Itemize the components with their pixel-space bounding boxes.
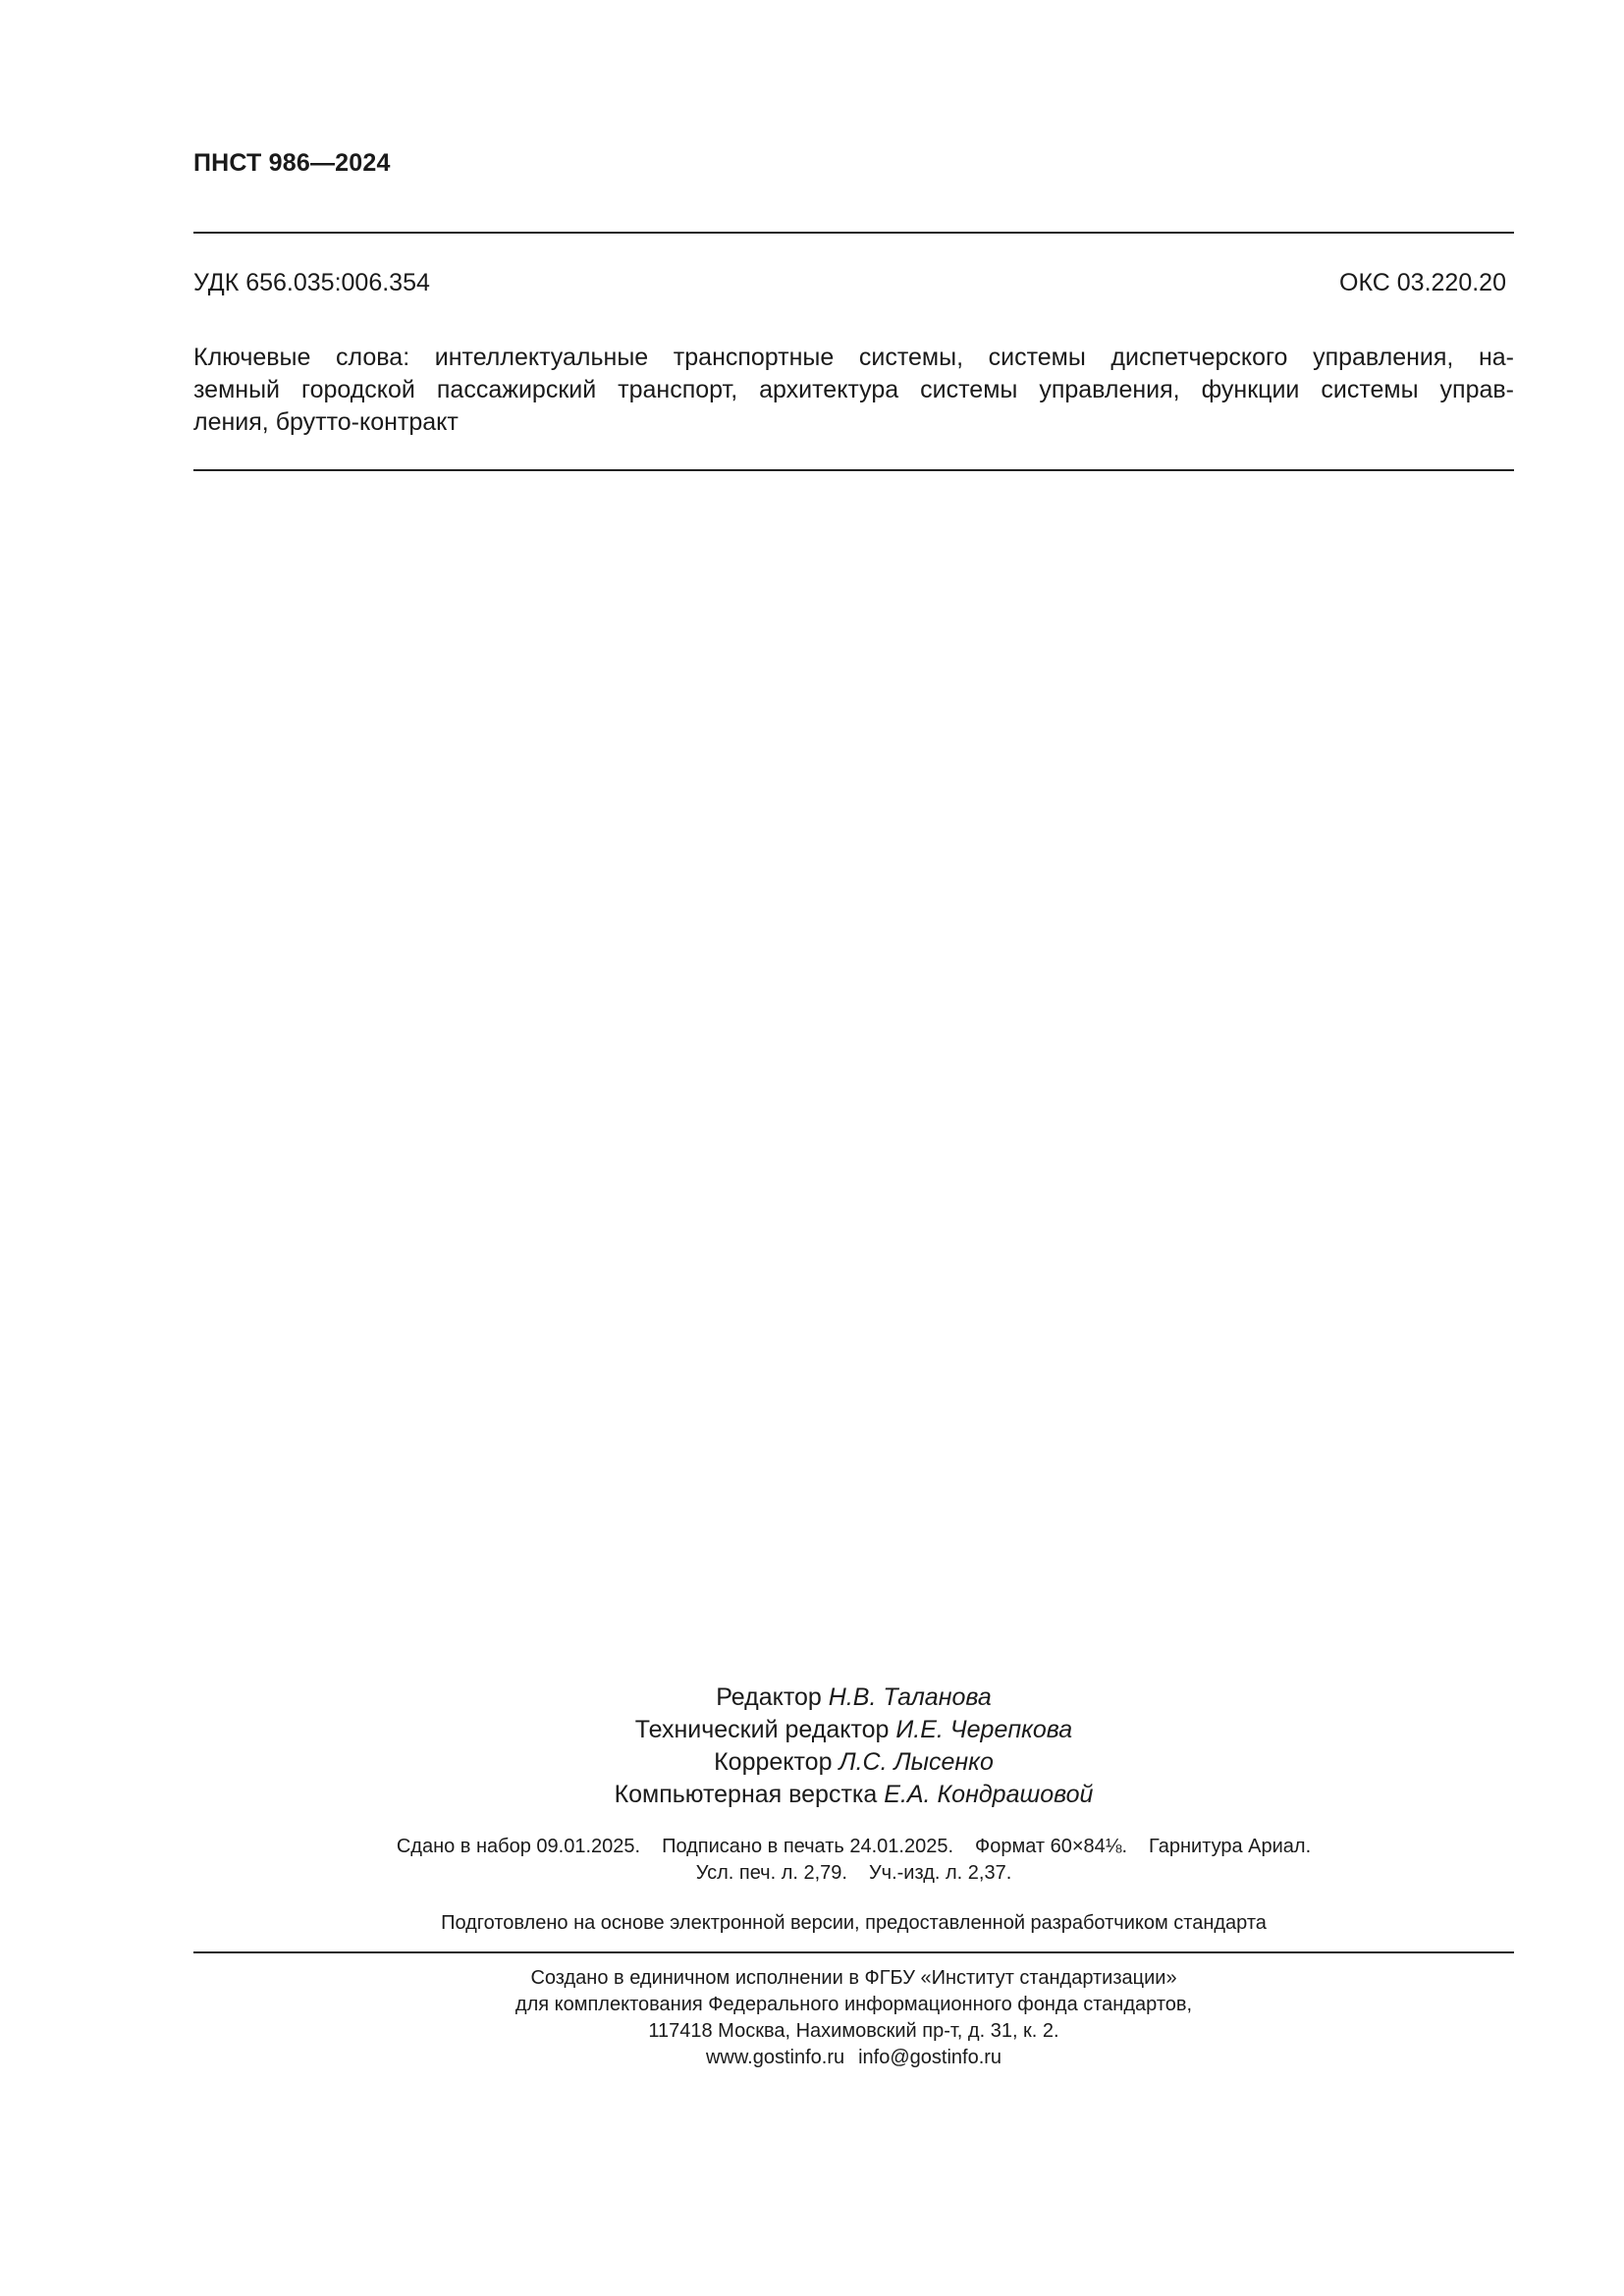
submitted-date: Сдано в набор 09.01.2025. — [396, 1836, 641, 1857]
credit-editor — [193, 1682, 1514, 1714]
credit-name: Л.С. Лысенко — [839, 1748, 994, 1776]
oks-code: ОКС 03.220.20 — [1339, 269, 1506, 296]
credit-role: Технический редактор — [634, 1716, 890, 1743]
credit-role: Корректор — [714, 1748, 833, 1776]
credit-name: Е.А. Кондрашовой — [884, 1781, 1094, 1808]
imprint-address: 117418 Москва, Нахимовский пр-т, д. 31, к. 2. — [648, 2020, 1059, 2042]
credit-technical-editor — [193, 1714, 1514, 1746]
keywords-line: Ключевые слова: интеллектуальные транспортные системы, системы диспетчерского управления, на- — [193, 344, 1514, 371]
credits-block — [193, 1682, 1514, 1811]
publisher-sheets: Уч.-изд. л. 2,37. — [868, 1862, 1012, 1884]
credit-name: И.Е. Черепкова — [895, 1716, 1073, 1743]
typeface: Гарнитура Ариал. — [1149, 1836, 1312, 1857]
credit-proofreader — [193, 1746, 1514, 1779]
keywords-divider — [193, 469, 1514, 471]
imprint-line: для комплектования Федерального информационного фонда стандартов, — [514, 1994, 1193, 2015]
publication-line-1 — [193, 1834, 1514, 1860]
signed-date: Подписано в печать 24.01.2025. — [662, 1836, 954, 1857]
email-link: info@gostinfo.ru — [858, 2047, 1002, 2068]
publication-line-2 — [193, 1860, 1514, 1887]
top-divider — [193, 232, 1514, 234]
imprint-contacts — [193, 2045, 1514, 2071]
keywords-line: земный городской пассажирский транспорт, архитектура системы управления, функции системы управ- — [193, 376, 1514, 403]
credit-layout — [193, 1779, 1514, 1811]
credit-name: Н.В. Таланова — [828, 1683, 992, 1711]
prepared-note: Подготовлено на основе электронной версии, предоставленной разработчиком стандарта — [441, 1912, 1267, 1934]
keywords-paragraph — [193, 342, 1514, 439]
publication-info — [193, 1834, 1514, 1887]
credit-role: Компьютерная верстка — [614, 1781, 878, 1808]
credit-role: Редактор — [716, 1683, 822, 1711]
imprint-line: Создано в единичном исполнении в ФГБУ «Институт стандартизации» — [530, 1967, 1177, 1989]
imprint-divider — [193, 1951, 1514, 1953]
imprint-block — [193, 1965, 1514, 2071]
paper-format: Формат 60×84⅛. — [975, 1836, 1128, 1857]
udk-code: УДК 656.035:006.354 — [193, 269, 430, 296]
keywords-line: ления, брутто-контракт — [193, 408, 459, 436]
document-code: ПНСТ 986—2024 — [193, 149, 391, 177]
website-link: www.gostinfo.ru — [705, 2047, 845, 2068]
print-sheets: Усл. печ. л. 2,79. — [695, 1862, 847, 1884]
